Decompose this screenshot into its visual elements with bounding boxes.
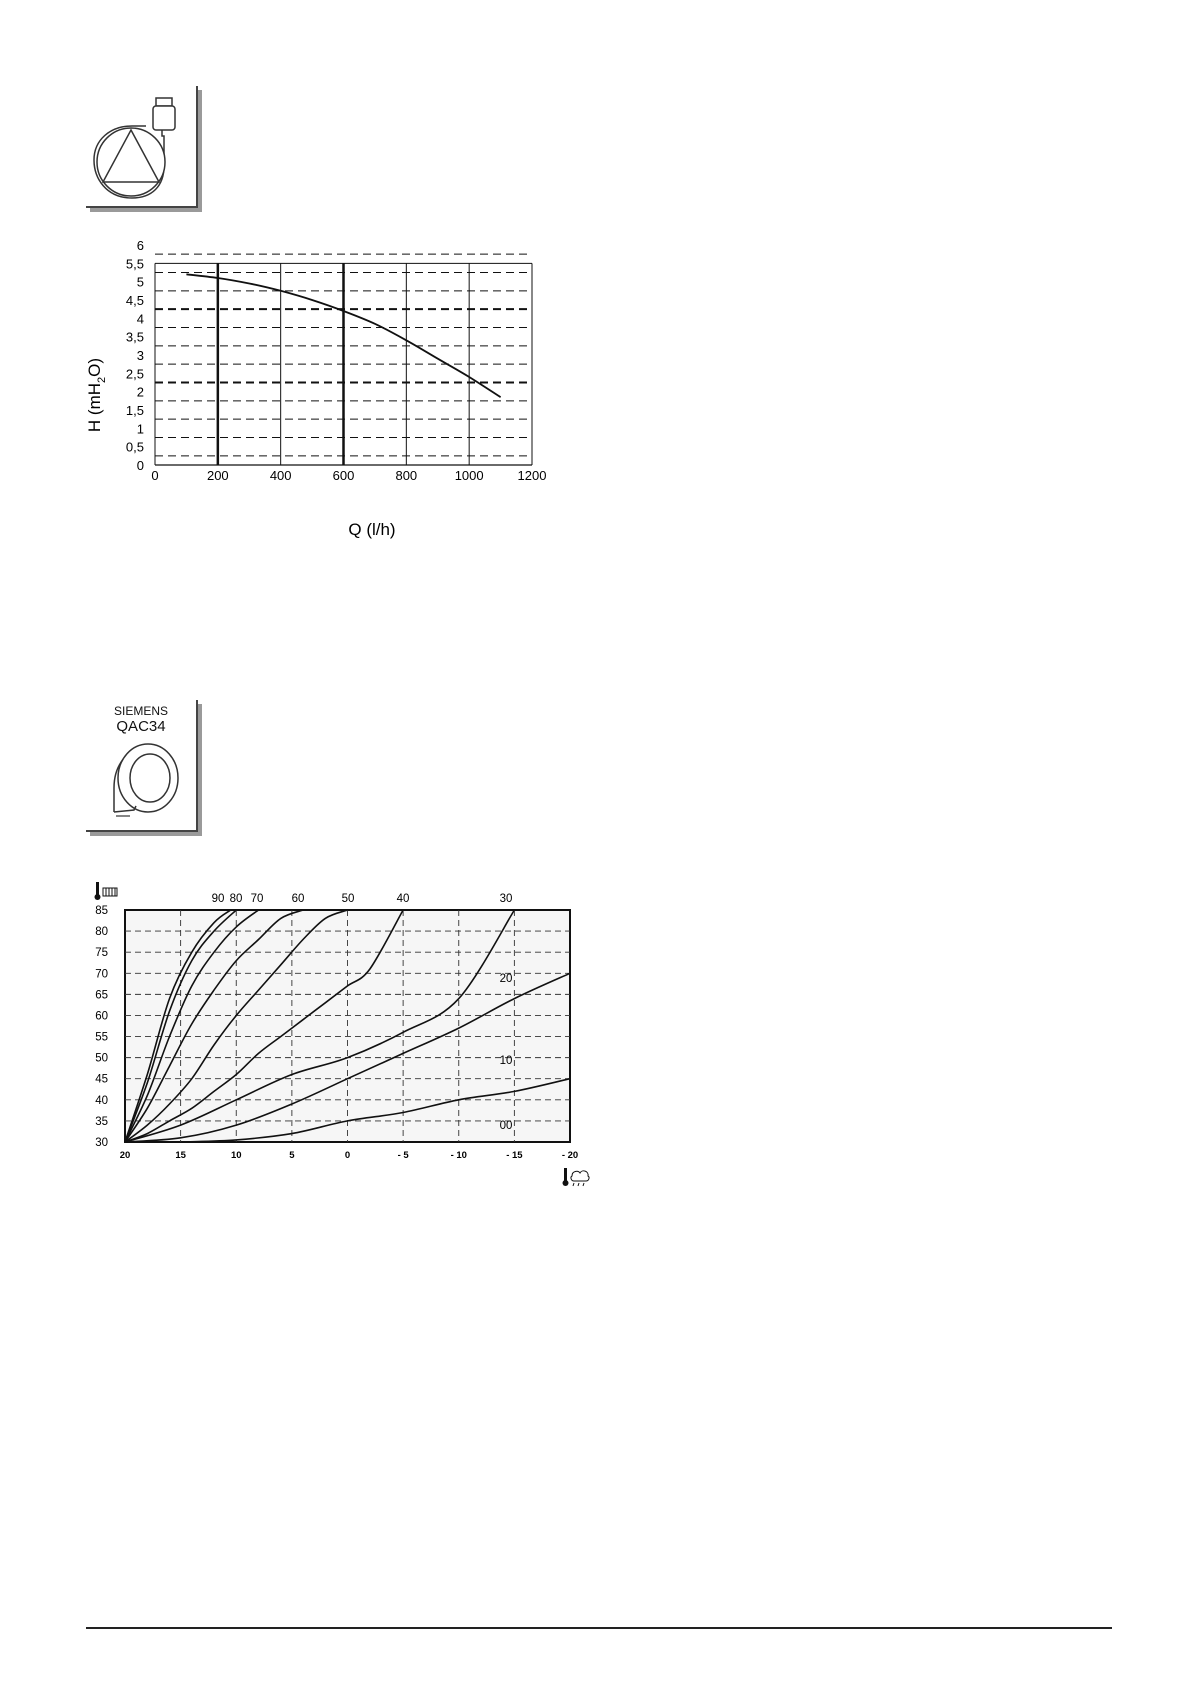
c2-y-tick-label: 40	[95, 1094, 108, 1107]
c2-curve-label-80: 80	[229, 893, 243, 905]
pump-icon-box	[86, 86, 198, 208]
c1-x-tick-label: 800	[395, 468, 418, 483]
flow-temperature-icon	[95, 882, 118, 900]
c2-x-tick-label: - 15	[506, 1150, 523, 1161]
c1-y-ticks	[126, 238, 144, 473]
c2-x-tick-label: 10	[230, 1150, 242, 1161]
c1-y-tick-label: 0,5	[125, 439, 144, 455]
c1-y-tick-label: 0	[136, 458, 144, 473]
c2-y-tick-label: 85	[95, 905, 108, 917]
c1-y-label-sub: 2	[96, 376, 108, 383]
c2-x-tick-label: - 10	[450, 1150, 467, 1161]
c2-y-tick-label: 55	[95, 1031, 108, 1044]
heating-curves-chart	[90, 878, 600, 1198]
c1-x-tick-label: 600	[332, 468, 355, 483]
c2-y-tick-label: 30	[95, 1137, 108, 1149]
pump-curve-chart	[60, 235, 600, 555]
footer-rule	[86, 1627, 1112, 1629]
c2-x-tick-label: 20	[119, 1150, 131, 1161]
c1-x-tick-label: 400	[269, 468, 292, 483]
c2-curve-label-70: 70	[250, 893, 264, 905]
c2-curve-label-60: 60	[291, 893, 305, 905]
c2-y-ticks	[95, 905, 108, 1149]
c1-y-tick-label: 1,5	[125, 403, 144, 418]
c1-x-tick-label: 1200	[517, 468, 547, 483]
pump-icon	[86, 86, 196, 206]
c1-y-label-suffix: O)	[85, 357, 104, 377]
c1-y-tick-label: 2	[136, 384, 144, 400]
c2-curve-label-00: 00	[499, 1120, 513, 1132]
c1-grid	[155, 254, 532, 465]
outside-temperature-icon	[563, 1168, 590, 1186]
c2-curve-label-30: 30	[499, 893, 513, 905]
c2-x-tick-label: - 5	[397, 1150, 409, 1161]
c2-x-tick-label: - 20	[561, 1150, 579, 1161]
c2-curve-label-10: 10	[499, 1055, 513, 1067]
c1-y-tick-label: 5	[136, 274, 144, 290]
c2-y-tick-label: 80	[95, 926, 108, 939]
c1-x-tick-label: 1000	[454, 468, 484, 483]
c1-y-tick-label: 5,5	[125, 256, 144, 272]
outdoor-sensor-icon	[86, 736, 196, 826]
c2-curve-label-50: 50	[341, 893, 355, 905]
c2-curve-label-20: 20	[499, 973, 513, 985]
c1-y-tick-label: 3	[136, 348, 144, 363]
sensor-model-label: QAC34	[116, 718, 166, 735]
c2-y-tick-label: 65	[95, 989, 108, 1002]
c1-x-tick-label: 0	[151, 468, 159, 483]
c1-x-axis-label: Q (l/h)	[348, 520, 396, 539]
c2-curve-label-40: 40	[396, 893, 410, 905]
c2-x-tick-label: 15	[175, 1150, 186, 1161]
c1-y-tick-label: 1	[136, 421, 144, 437]
c1-y-tick-label: 4,5	[125, 293, 144, 308]
c1-y-tick-label: 2,5	[125, 366, 144, 382]
c1-x-tick-label: 200	[206, 468, 229, 483]
c1-y-axis-label	[85, 358, 108, 432]
c2-y-tick-label: 75	[95, 947, 108, 960]
c1-y-tick-label: 4	[136, 311, 144, 327]
sensor-icon-box	[86, 700, 198, 832]
c1-y-tick-label: 3,5	[125, 329, 144, 345]
c2-y-tick-label: 45	[95, 1073, 108, 1086]
c2-curve-label-90: 90	[211, 893, 225, 905]
c2-y-tick-label: 50	[95, 1052, 108, 1065]
c2-x-tick-label: 0	[344, 1150, 351, 1161]
c1-x-ticks	[151, 468, 546, 483]
sensor-brand-label: SIEMENS	[113, 704, 168, 718]
c2-x-tick-label: 5	[289, 1150, 295, 1161]
c2-y-tick-label: 35	[95, 1115, 108, 1128]
c1-y-tick-label: 6	[136, 238, 144, 253]
c2-y-tick-label: 60	[95, 1010, 108, 1023]
c1-y-label-prefix: H (mH	[85, 382, 104, 433]
c2-y-tick-label: 70	[95, 968, 108, 981]
c2-x-ticks	[120, 1150, 578, 1161]
